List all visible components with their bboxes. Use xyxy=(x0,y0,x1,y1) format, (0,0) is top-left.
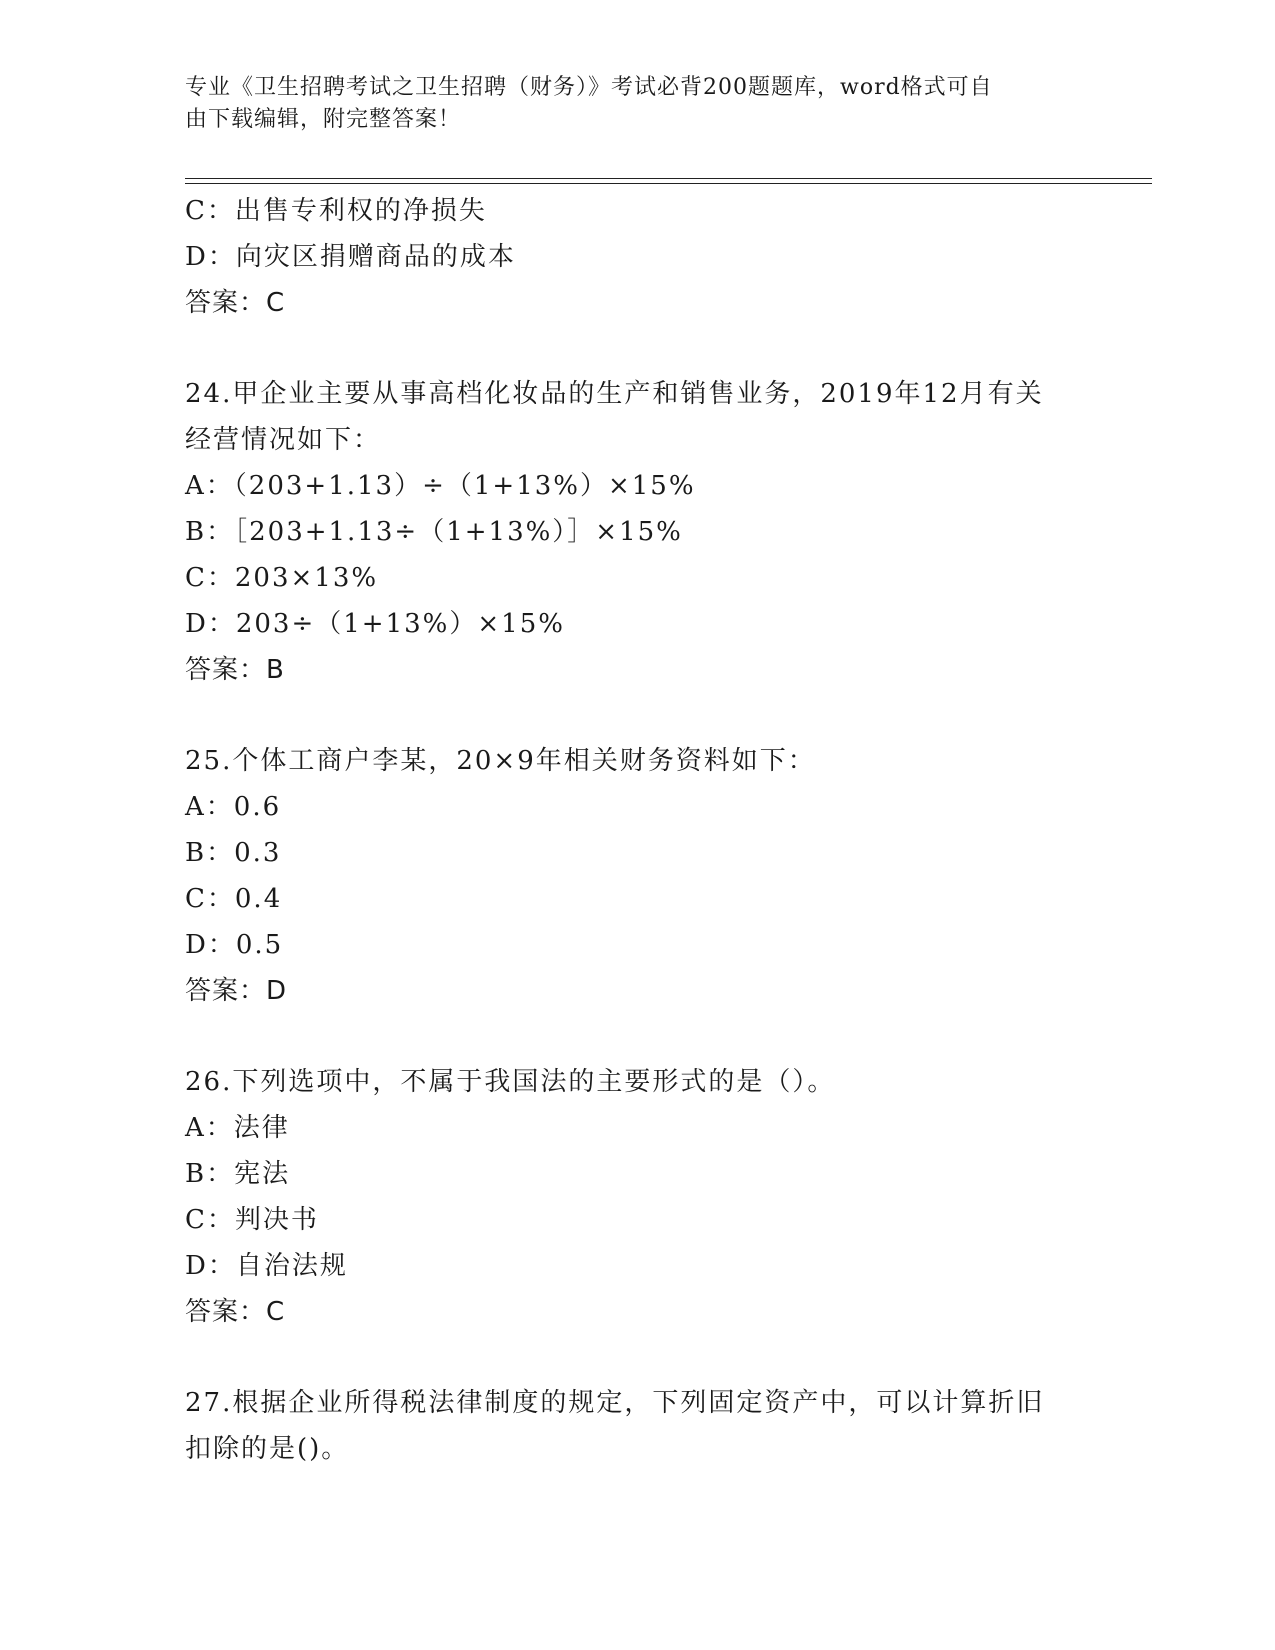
question-stem-line-2: 经营情况如下： xyxy=(185,425,382,455)
option-b: B：［203+1.13÷（1+13%）］×15% xyxy=(185,517,683,547)
option-c: C：判决书 xyxy=(185,1205,319,1235)
question-list xyxy=(185,188,1085,1472)
question-stem-line-1: 27.根据企业所得税法律制度的规定，下列固定资产中，可以计算折旧 xyxy=(185,1388,1045,1418)
option-d: D：203÷（1+13%）×15% xyxy=(185,609,565,639)
question-23-tail xyxy=(185,188,1085,326)
header-line-1: 专业《卫生招聘考试之卫生招聘（财务）》考试必背200题题库，word格式可自 xyxy=(185,75,993,100)
question-26 xyxy=(185,1059,1085,1335)
spacer xyxy=(185,1335,1085,1380)
question-27 xyxy=(185,1380,1085,1472)
question-stem-line-1: 25.个体工商户李某，20×9年相关财务资料如下： xyxy=(185,746,816,776)
question-stem xyxy=(185,1380,1085,1472)
question-24 xyxy=(185,371,1085,693)
option-d: D：向灾区捐赠商品的成本 xyxy=(185,242,516,272)
option-a: A：法律 xyxy=(185,1113,290,1143)
option-c: C：0.4 xyxy=(185,884,283,914)
question-stem-line-1: 24.甲企业主要从事高档化妆品的生产和销售业务，2019年12月有关 xyxy=(185,379,1044,409)
question-stem xyxy=(185,1059,1085,1105)
document-header xyxy=(185,72,1065,136)
option-b: B：宪法 xyxy=(185,1159,291,1189)
option-a: A：0.6 xyxy=(185,792,282,822)
option-c: C：203×13% xyxy=(185,563,379,593)
answer: 答案：B xyxy=(185,655,285,685)
option-a: A：（203+1.13）÷（1+13%）×15% xyxy=(185,471,696,501)
option-d: D：0.5 xyxy=(185,930,284,960)
answer: 答案：D xyxy=(185,976,288,1006)
option-b: B：0.3 xyxy=(185,838,282,868)
answer: 答案：C xyxy=(185,1297,286,1327)
question-stem-line-2: 扣除的是()。 xyxy=(185,1434,350,1464)
question-stem xyxy=(185,371,1085,463)
option-d: D：自治法规 xyxy=(185,1251,348,1281)
header-divider-bottom xyxy=(185,183,1152,184)
header-divider-top xyxy=(185,178,1152,179)
spacer xyxy=(185,1014,1085,1059)
option-c: C：出售专利权的净损失 xyxy=(185,196,487,226)
spacer xyxy=(185,693,1085,738)
answer: 答案：C xyxy=(185,288,286,318)
spacer xyxy=(185,326,1085,371)
question-stem-line-1: 26.下列选项中，不属于我国法的主要形式的是（）。 xyxy=(185,1067,836,1097)
header-line-2: 由下载编辑，附完整答案！ xyxy=(185,107,462,132)
question-25 xyxy=(185,738,1085,1014)
question-stem xyxy=(185,738,1085,784)
